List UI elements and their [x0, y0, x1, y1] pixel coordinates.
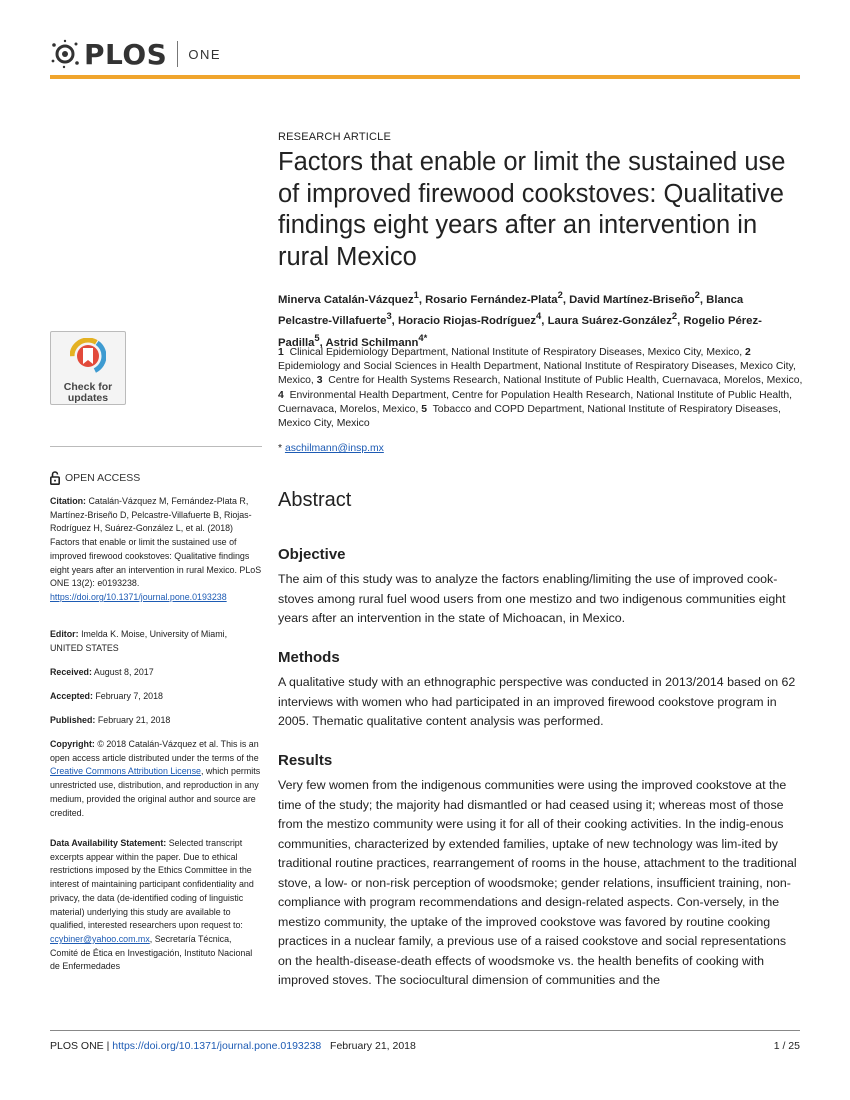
author-affiliation-mark: 2: [694, 289, 700, 300]
abstract-heading: Abstract: [278, 489, 352, 511]
author-name: Rosario Fernández-Plata: [425, 293, 558, 306]
affiliation-number: 4: [278, 389, 284, 401]
corresponding-email-link[interactable]: aschilmann@insp.mx: [284, 443, 384, 454]
affiliation-number: 3: [316, 375, 323, 387]
footer-date: February 21, 2018: [330, 1040, 416, 1052]
received-date: August 8, 2017: [93, 667, 154, 677]
footer-separator: |: [106, 1040, 110, 1052]
author-affiliation-mark: 4*: [418, 331, 428, 343]
affiliation-text: Environmental Health Department, Centre for Population Health Research, National Institute of Public Health, Cuernavaca, Morelos, Mexico,: [278, 389, 793, 415]
citation-text: Catalán-Vázquez M, Fernández-Plata R, Martínez-Briseño D, Pelcastre-Villafuerte B, Riojas-Rodríguez H, Suárez-González L, et al. (2018) Factors that enable or limit the sustained use of improved firewood cookstoves: Qualitative findings eight years after an intervention in rural Mexico. PLoS ONE 13(2): e0193238.: [50, 496, 262, 589]
journal-name: PLOS: [84, 37, 168, 71]
published-block: [50, 714, 262, 728]
received-block: [50, 666, 262, 680]
affiliation-number: 2: [745, 347, 751, 358]
page-number: 1 / 25: [773, 1040, 800, 1052]
open-lock-icon: [50, 471, 60, 485]
results-heading: Results: [278, 752, 333, 769]
data-availability-label: Data Availability Statement:: [50, 838, 167, 848]
author-name: Rogelio Pérez-Padilla: [278, 315, 762, 349]
data-availability-text: Selected transcript excerpts appear within the paper. Due to ethical restrictions imposed by the Ethics Committee in the interest of maintaining participant confidentiality and privacy, the data (de-identified coding of linguistic material) underlying this study are available to qualified, interested researchers upon request to:: [50, 838, 254, 931]
article-type: RESEARCH ARTICLE: [278, 131, 392, 143]
citation-block: [50, 495, 262, 605]
citation-label: Citation:: [50, 496, 86, 506]
header-rule: [50, 75, 800, 79]
published-date: February 21, 2018: [97, 715, 171, 725]
objective-text: The aim of this study was to analyze the factors enabling/limiting the use of improved cook-stoves among rural fuel wood users from one mestizo and two indigenous communities eight years after an intervention in the state of Michoacan, in Mexico.: [278, 572, 786, 625]
author-name: David Martínez-Briseño: [569, 293, 695, 306]
updates-label: updates: [67, 392, 109, 404]
accepted-label: Accepted:: [50, 691, 93, 701]
results-text: Very few women from the indigenous communities were using the improved cookstove at the time of the study; the majority had dismantled or had ceased using it; whereas most of those from the mestizo community were using it for all of their cooking activities. In the indig-enous communities, characterized by extended families, uptake of new technology was lim-ited by traditional routine practices, rearrangement of rooms in the house, attachment to the traditional stove, a low- or non-risk perception of woodsmoke; gender relations, insufficient training, non-compliance with program recommendations and design-related aspects. Con-versely, in the mestizo community, the uptake of the improved cookstove was favored by routine cooking practices in a nuclear family, a previous use of a raised cookstove and social representations on the health-disease-death effects of woodsmoke vs. the health benefits of cooking with improved stoves. The sociocultural dimension of communities and the: [278, 778, 797, 987]
creative-commons-link[interactable]: Creative Commons Attribution License: [50, 766, 201, 777]
corresponding-marker: *: [278, 443, 283, 454]
affiliation-number: 1: [278, 347, 284, 358]
copyright-block: [50, 738, 262, 820]
open-access-badge: [50, 471, 140, 485]
published-label: Published:: [50, 715, 96, 725]
copyright-label: Copyright:: [50, 739, 95, 749]
journal-subname: ONE: [188, 46, 222, 62]
editor-block: [50, 628, 262, 655]
methods-heading: Methods: [278, 649, 340, 666]
author-affiliation-mark: 2: [671, 310, 678, 322]
affiliation-text: Clinical Epidemiology Department, National Institute of Respiratory Diseases, Mexico City, Mexico,: [289, 347, 743, 358]
plos-one-logo[interactable]: [50, 37, 221, 71]
author-name: Horacio Riojas-Rodríguez: [397, 315, 537, 328]
affiliation-text: Centre for Health Systems Research, National Institute of Public Health, Cuernavaca, Morelos, Mexico,: [328, 375, 803, 387]
editor-text: Imelda K. Moise, University of Miami, UNITED STATES: [50, 629, 228, 653]
logo-divider: [177, 41, 178, 67]
affiliation-text: Tobacco and COPD Department, National Institute of Respiratory Diseases, Mexico City, Mexico: [278, 403, 781, 430]
accepted-date: February 7, 2018: [95, 691, 163, 701]
citation-doi-link[interactable]: https://doi.org/10.1371/journal.pone.0193238: [50, 591, 227, 602]
author-name: Minerva Catalán-Vázquez: [278, 293, 414, 306]
editor-label: Editor:: [50, 629, 79, 639]
author-affiliation-mark: 3: [386, 310, 392, 322]
data-request-email-link[interactable]: ccybiner@yahoo.com.mx: [50, 933, 150, 944]
footer-rule: [50, 1030, 800, 1031]
author-affiliation-mark: 4: [536, 310, 542, 322]
check-for-updates-badge[interactable]: [50, 331, 126, 405]
affiliation-text: Epidemiology and Social Sciences in Health Department, National Institute of Respiratory Diseases, Mexico City, Mexico,: [278, 361, 796, 387]
affiliation-number: 5: [421, 403, 428, 415]
copyright-text: © 2018 Catalán-Vázquez et al. This is an open access article distributed under the terms of the: [50, 739, 259, 763]
data-availability-text-continued: , Secretaría Técnica, Comité de Ética en Investigación, Instituto Nacional de Enfermedades: [50, 933, 253, 972]
check-for-label: Check for: [63, 381, 113, 393]
footer-journal: PLOS ONE: [50, 1040, 104, 1052]
sidebar-divider: [50, 446, 262, 447]
author-list: Minerva Catalán-Vázquez$^1$, Rosario Fernández-Plata$^2$, David Martínez-Briseño$^2$, Blanca Pelcastre-Villafuerte$^3$, Horacio Riojas-Rodríguez$^4$, Laura Suárez-González$^2$, Rogelio Pérez-Padilla$^5$, Astrid Schilmann$^{4*}$: [278, 289, 762, 349]
author-name: Astrid Schilmann: [325, 336, 419, 349]
affiliation-list: [278, 346, 803, 431]
accepted-block: [50, 690, 262, 704]
received-label: Received:: [50, 667, 92, 677]
author-name: Laura Suárez-González: [547, 315, 672, 328]
author-affiliation-mark: 1: [413, 289, 419, 300]
open-access-label: OPEN ACCESS: [65, 472, 141, 484]
article-title: Factors that enable or limit the sustained use of improved firewood cookstoves: Qualitative findings eight years after an intervention in rural Mexico: [278, 148, 786, 271]
methods-text: A qualitative study with an ethnographic perspective was conducted in 2013/2014 based on 62 interviews with women who had participated in an improved firewood cookstove program in 2005. Thematic qualitative content analysis was performed.: [278, 675, 796, 728]
copyright-text-continued: , which permits unrestricted use, distribution, and reproduction in any medium, provided the original author and source are credited.: [50, 766, 261, 818]
author-name: Blanca Pelcastre-Villafuerte: [278, 293, 744, 328]
plos-logo-icon: [50, 39, 80, 69]
corresponding-author: [278, 443, 384, 454]
crossmark-icon: [70, 338, 106, 374]
author-affiliation-mark: 5: [314, 331, 320, 343]
footer-doi-link[interactable]: https://doi.org/10.1371/journal.pone.0193238: [112, 1040, 322, 1052]
data-availability-block: [50, 837, 262, 974]
author-affiliation-mark: 2: [557, 289, 563, 300]
footer-citation: [50, 1040, 416, 1052]
objective-heading: Objective: [278, 546, 346, 563]
